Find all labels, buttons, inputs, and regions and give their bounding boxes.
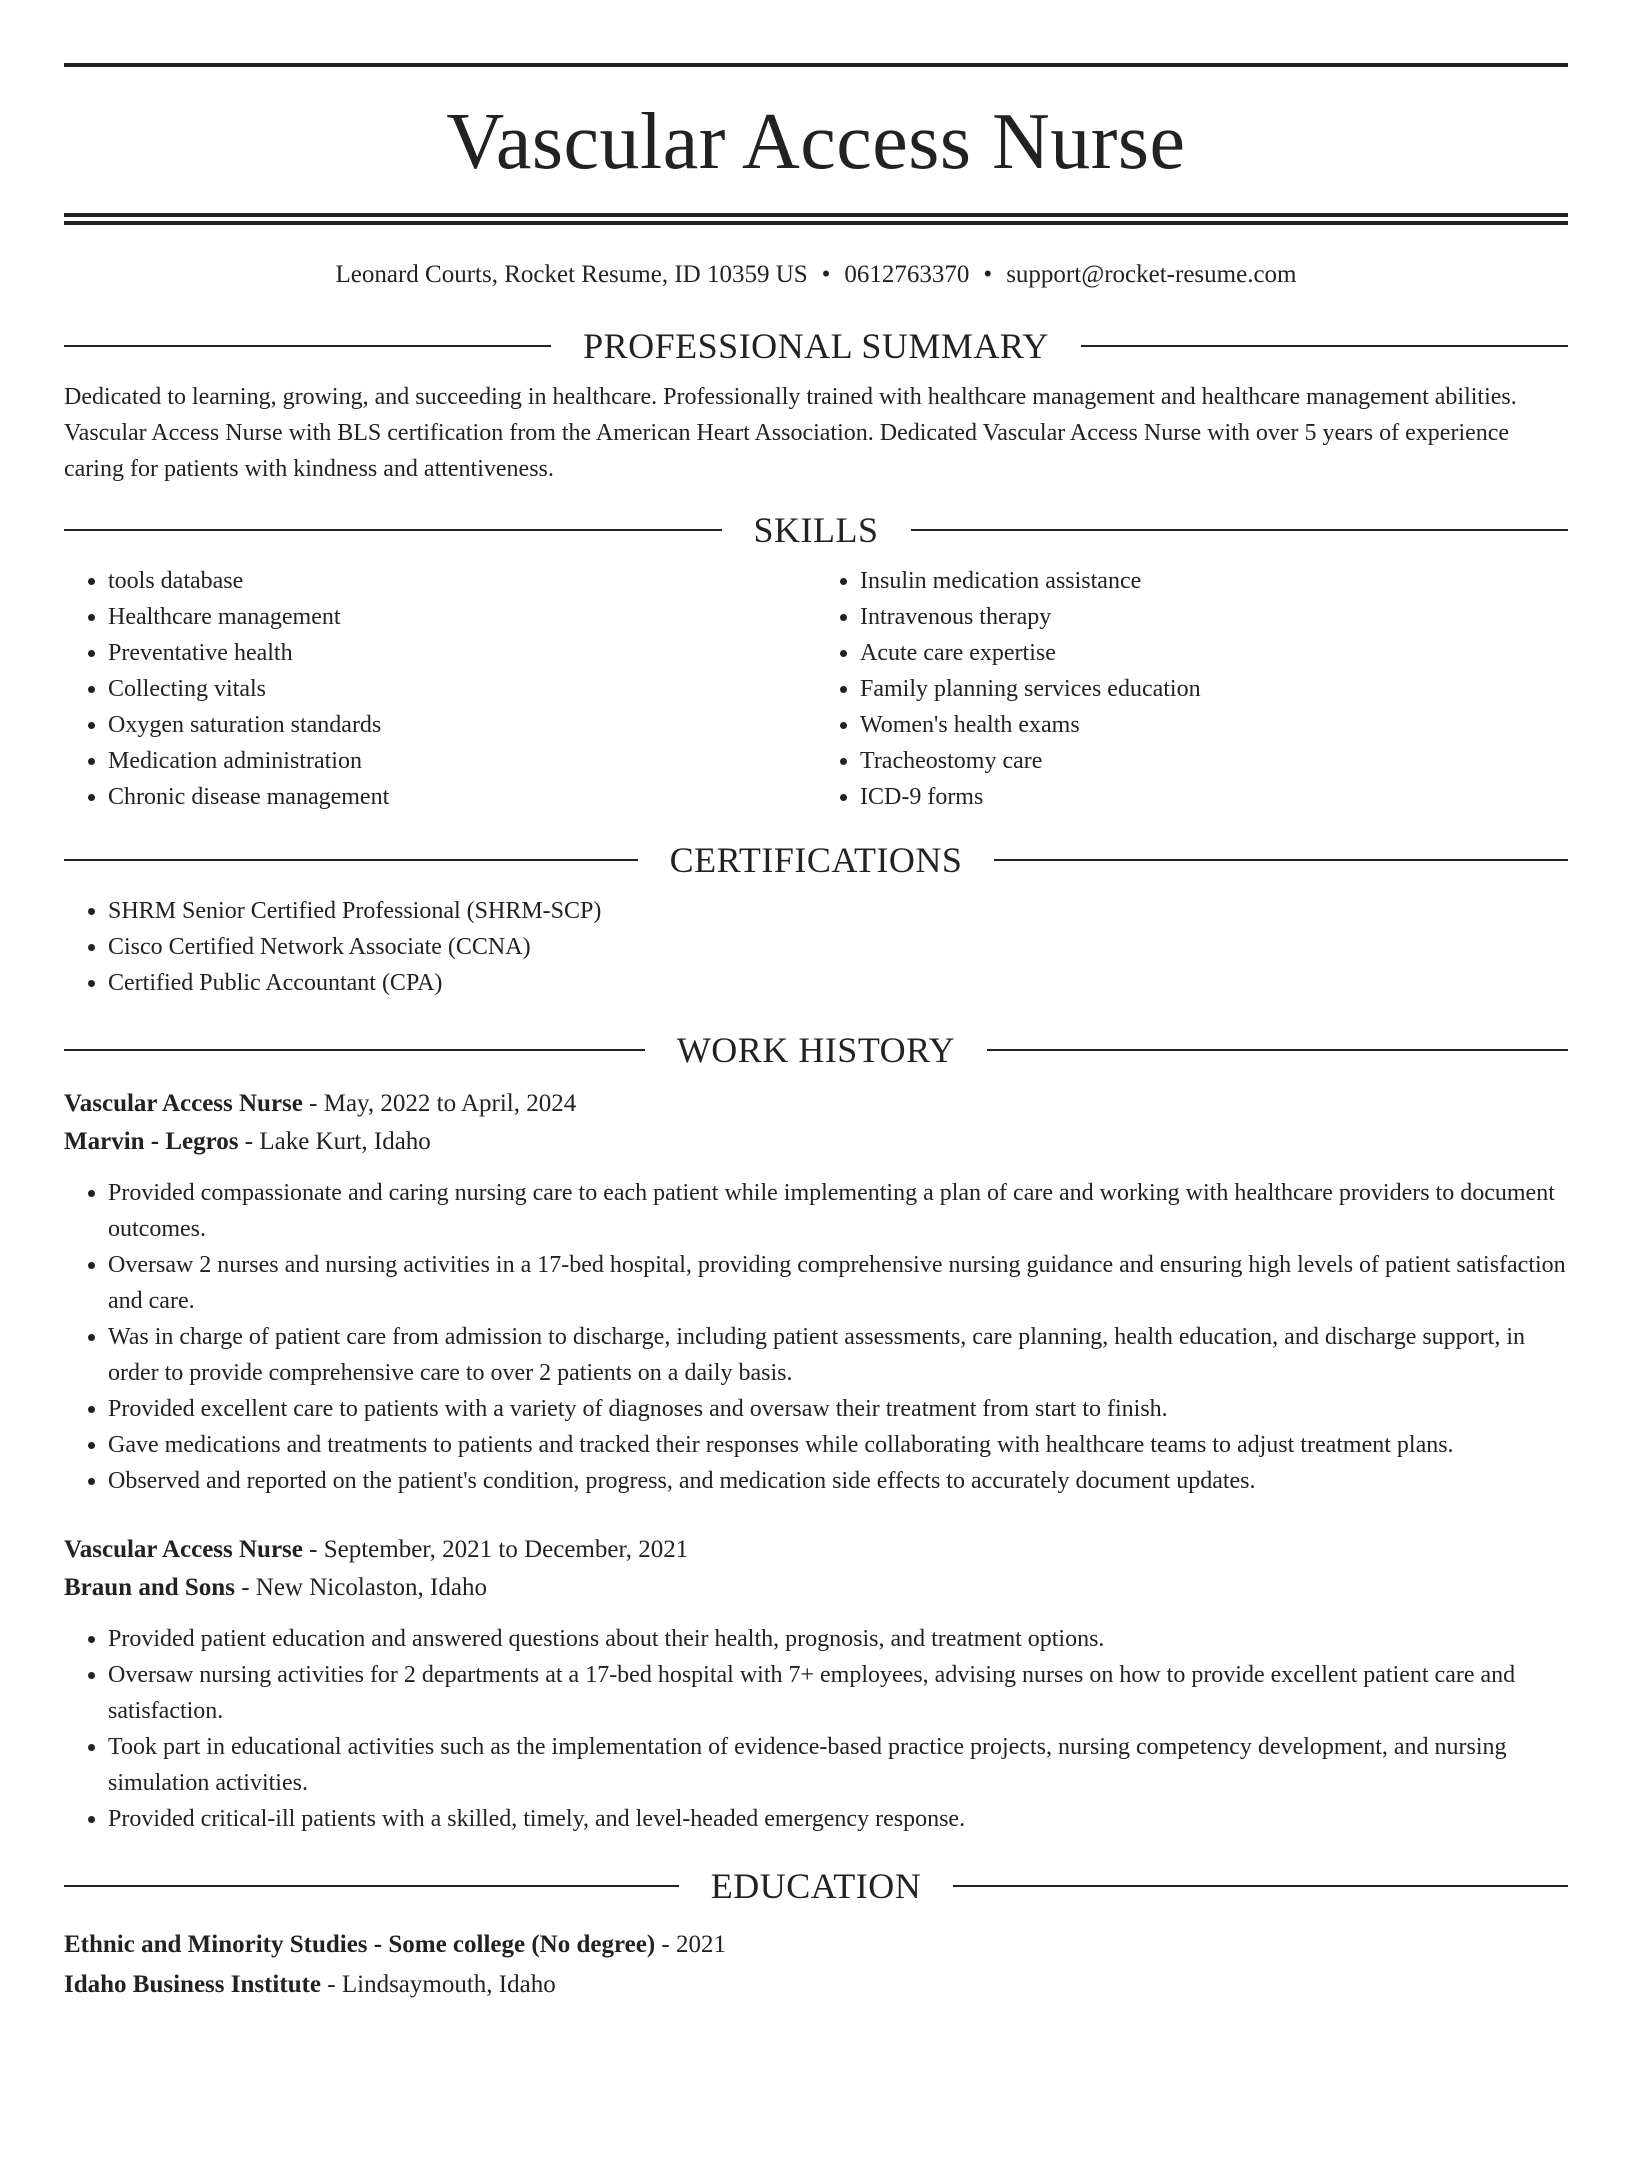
job-dates: - September, 2021 to December, 2021 — [302, 1536, 689, 1563]
section-header-skills — [64, 507, 1568, 553]
job-entry — [64, 1531, 1568, 1837]
education-location: - Lindsaymouth, Idaho — [321, 1971, 556, 1998]
certification-item: • SHRM Senior Certified Professional (SHRM-SCP) — [108, 893, 1568, 929]
divider-line — [64, 345, 551, 347]
skill-item: • Chronic disease management — [108, 779, 816, 815]
job-entry — [64, 1085, 1568, 1499]
section-header-certifications — [64, 837, 1568, 883]
job-title: Vascular Access Nurse — [64, 1090, 303, 1117]
section-header-work — [64, 1027, 1568, 1073]
skill-item: • tools database — [108, 563, 816, 599]
education-school-line — [64, 1965, 1568, 2005]
job-company-line — [64, 1123, 1568, 1161]
section-title-summary: PROFESSIONAL SUMMARY — [583, 326, 1049, 366]
section-header-education — [64, 1863, 1568, 1909]
section-title-education: EDUCATION — [710, 1866, 922, 1906]
divider-line — [1081, 345, 1568, 347]
job-bullet: • Oversaw 2 nurses and nursing activities in a 17-bed hospital, providing comprehensive nursing guidance and ensuring high levels of patient satisfaction and care. — [108, 1247, 1568, 1319]
certifications-list — [64, 893, 1568, 1001]
skill-item: • Insulin medication assistance — [860, 563, 1568, 599]
job-bullet: • Provided compassionate and caring nursing care to each patient while implementing a plan of care and working with healthcare providers to document outcomes. — [108, 1175, 1568, 1247]
section-title-skills: SKILLS — [753, 510, 879, 550]
job-title: Vascular Access Nurse — [64, 1536, 303, 1563]
section-header-summary — [64, 323, 1568, 369]
job-location: - Lake Kurt, Idaho — [238, 1128, 431, 1155]
top-rule — [64, 63, 1568, 67]
job-title-line — [64, 1531, 1568, 1569]
job-title-line — [64, 1085, 1568, 1123]
education-school: Idaho Business Institute — [64, 1971, 322, 1998]
job-bullet: • Observed and reported on the patient's condition, progress, and medication side effects to accurately document updates. — [108, 1463, 1568, 1499]
contact-separator: • — [983, 261, 993, 288]
job-bullet: • Took part in educational activities such as the implementation of evidence-based practice projects, nursing competency development, and nursing simulation activities. — [108, 1729, 1568, 1801]
certification-item: • Cisco Certified Network Associate (CCNA) — [108, 929, 1568, 965]
job-company: Braun and Sons — [64, 1574, 235, 1601]
skills-list-right — [816, 563, 1568, 815]
skill-item: • Collecting vitals — [108, 671, 816, 707]
skill-item: • Acute care expertise — [860, 635, 1568, 671]
divider-line — [64, 1885, 679, 1887]
education-degree-line — [64, 1925, 1568, 1965]
skills-list-left — [64, 563, 816, 815]
contact-address: Leonard Courts, Rocket Resume, ID 10359 US — [335, 261, 808, 288]
job-bullet: • Gave medications and treatments to patients and tracked their responses while collaborating with healthcare teams to adjust treatment plans. — [108, 1427, 1568, 1463]
skill-item: • Women's health exams — [860, 707, 1568, 743]
divider-line — [64, 859, 638, 861]
education-year: - 2021 — [655, 1931, 726, 1958]
skill-item: • Oxygen saturation standards — [108, 707, 816, 743]
certification-item: • Certified Public Accountant (CPA) — [108, 965, 1568, 1001]
skill-item: • Family planning services education — [860, 671, 1568, 707]
skill-item: • Intravenous therapy — [860, 599, 1568, 635]
contact-line — [64, 255, 1568, 295]
education-entry — [64, 1925, 1568, 2005]
title-double-rule — [64, 213, 1568, 225]
job-location: - New Nicolaston, Idaho — [234, 1574, 487, 1601]
contact-phone: 0612763370 — [844, 261, 970, 288]
job-bullet: • Was in charge of patient care from admission to discharge, including patient assessments, care planning, health education, and discharge support, in order to provide comprehensive care to over 2 patients on a daily basis. — [108, 1319, 1568, 1391]
summary-text: Dedicated to learning, growing, and succeeding in healthcare. Professionally trained with healthcare management and healthcare management abilities. Vascular Access Nurse with BLS certification from the American Heart Association. Dedicated Vascular Access Nurse with over 5 years of experience caring for patients with kindness and attentiveness. — [64, 384, 1517, 482]
divider-line — [64, 529, 722, 531]
divider-line — [64, 1049, 645, 1051]
job-bullet: • Provided critical-ill patients with a skilled, timely, and level-headed emergency response. — [108, 1801, 1568, 1837]
skill-item: • ICD-9 forms — [860, 779, 1568, 815]
education-degree: Ethnic and Minority Studies - Some college (No degree) — [64, 1931, 656, 1958]
resume-title: Vascular Access Nurse — [446, 98, 1186, 186]
contact-separator: • — [821, 261, 831, 288]
skill-item: • Healthcare management — [108, 599, 816, 635]
job-bullets — [64, 1621, 1568, 1837]
divider-line — [911, 529, 1569, 531]
job-dates: - May, 2022 to April, 2024 — [302, 1090, 577, 1117]
skill-item: • Tracheostomy care — [860, 743, 1568, 779]
divider-line — [994, 859, 1568, 861]
section-title-certifications: CERTIFICATIONS — [669, 840, 963, 880]
job-bullet: • Oversaw nursing activities for 2 departments at a 17-bed hospital with 7+ employees, advising nurses on how to provide excellent patient care and satisfaction. — [108, 1657, 1568, 1729]
contact-email: support@rocket-resume.com — [1006, 261, 1297, 288]
job-bullet: • Provided patient education and answered questions about their health, prognosis, and treatment options. — [108, 1621, 1568, 1657]
divider-line — [987, 1049, 1568, 1051]
resume-page — [0, 63, 1632, 2175]
skill-item: • Medication administration — [108, 743, 816, 779]
job-bullet: • Provided excellent care to patients with a variety of diagnoses and oversaw their treatment from start to finish. — [108, 1391, 1568, 1427]
divider-line — [953, 1885, 1568, 1887]
skill-item: • Preventative health — [108, 635, 816, 671]
job-company: Marvin - Legros — [64, 1128, 239, 1155]
job-bullets — [64, 1175, 1568, 1499]
skills-columns — [64, 563, 1568, 815]
job-company-line — [64, 1569, 1568, 1607]
section-title-work: WORK HISTORY — [676, 1030, 956, 1070]
